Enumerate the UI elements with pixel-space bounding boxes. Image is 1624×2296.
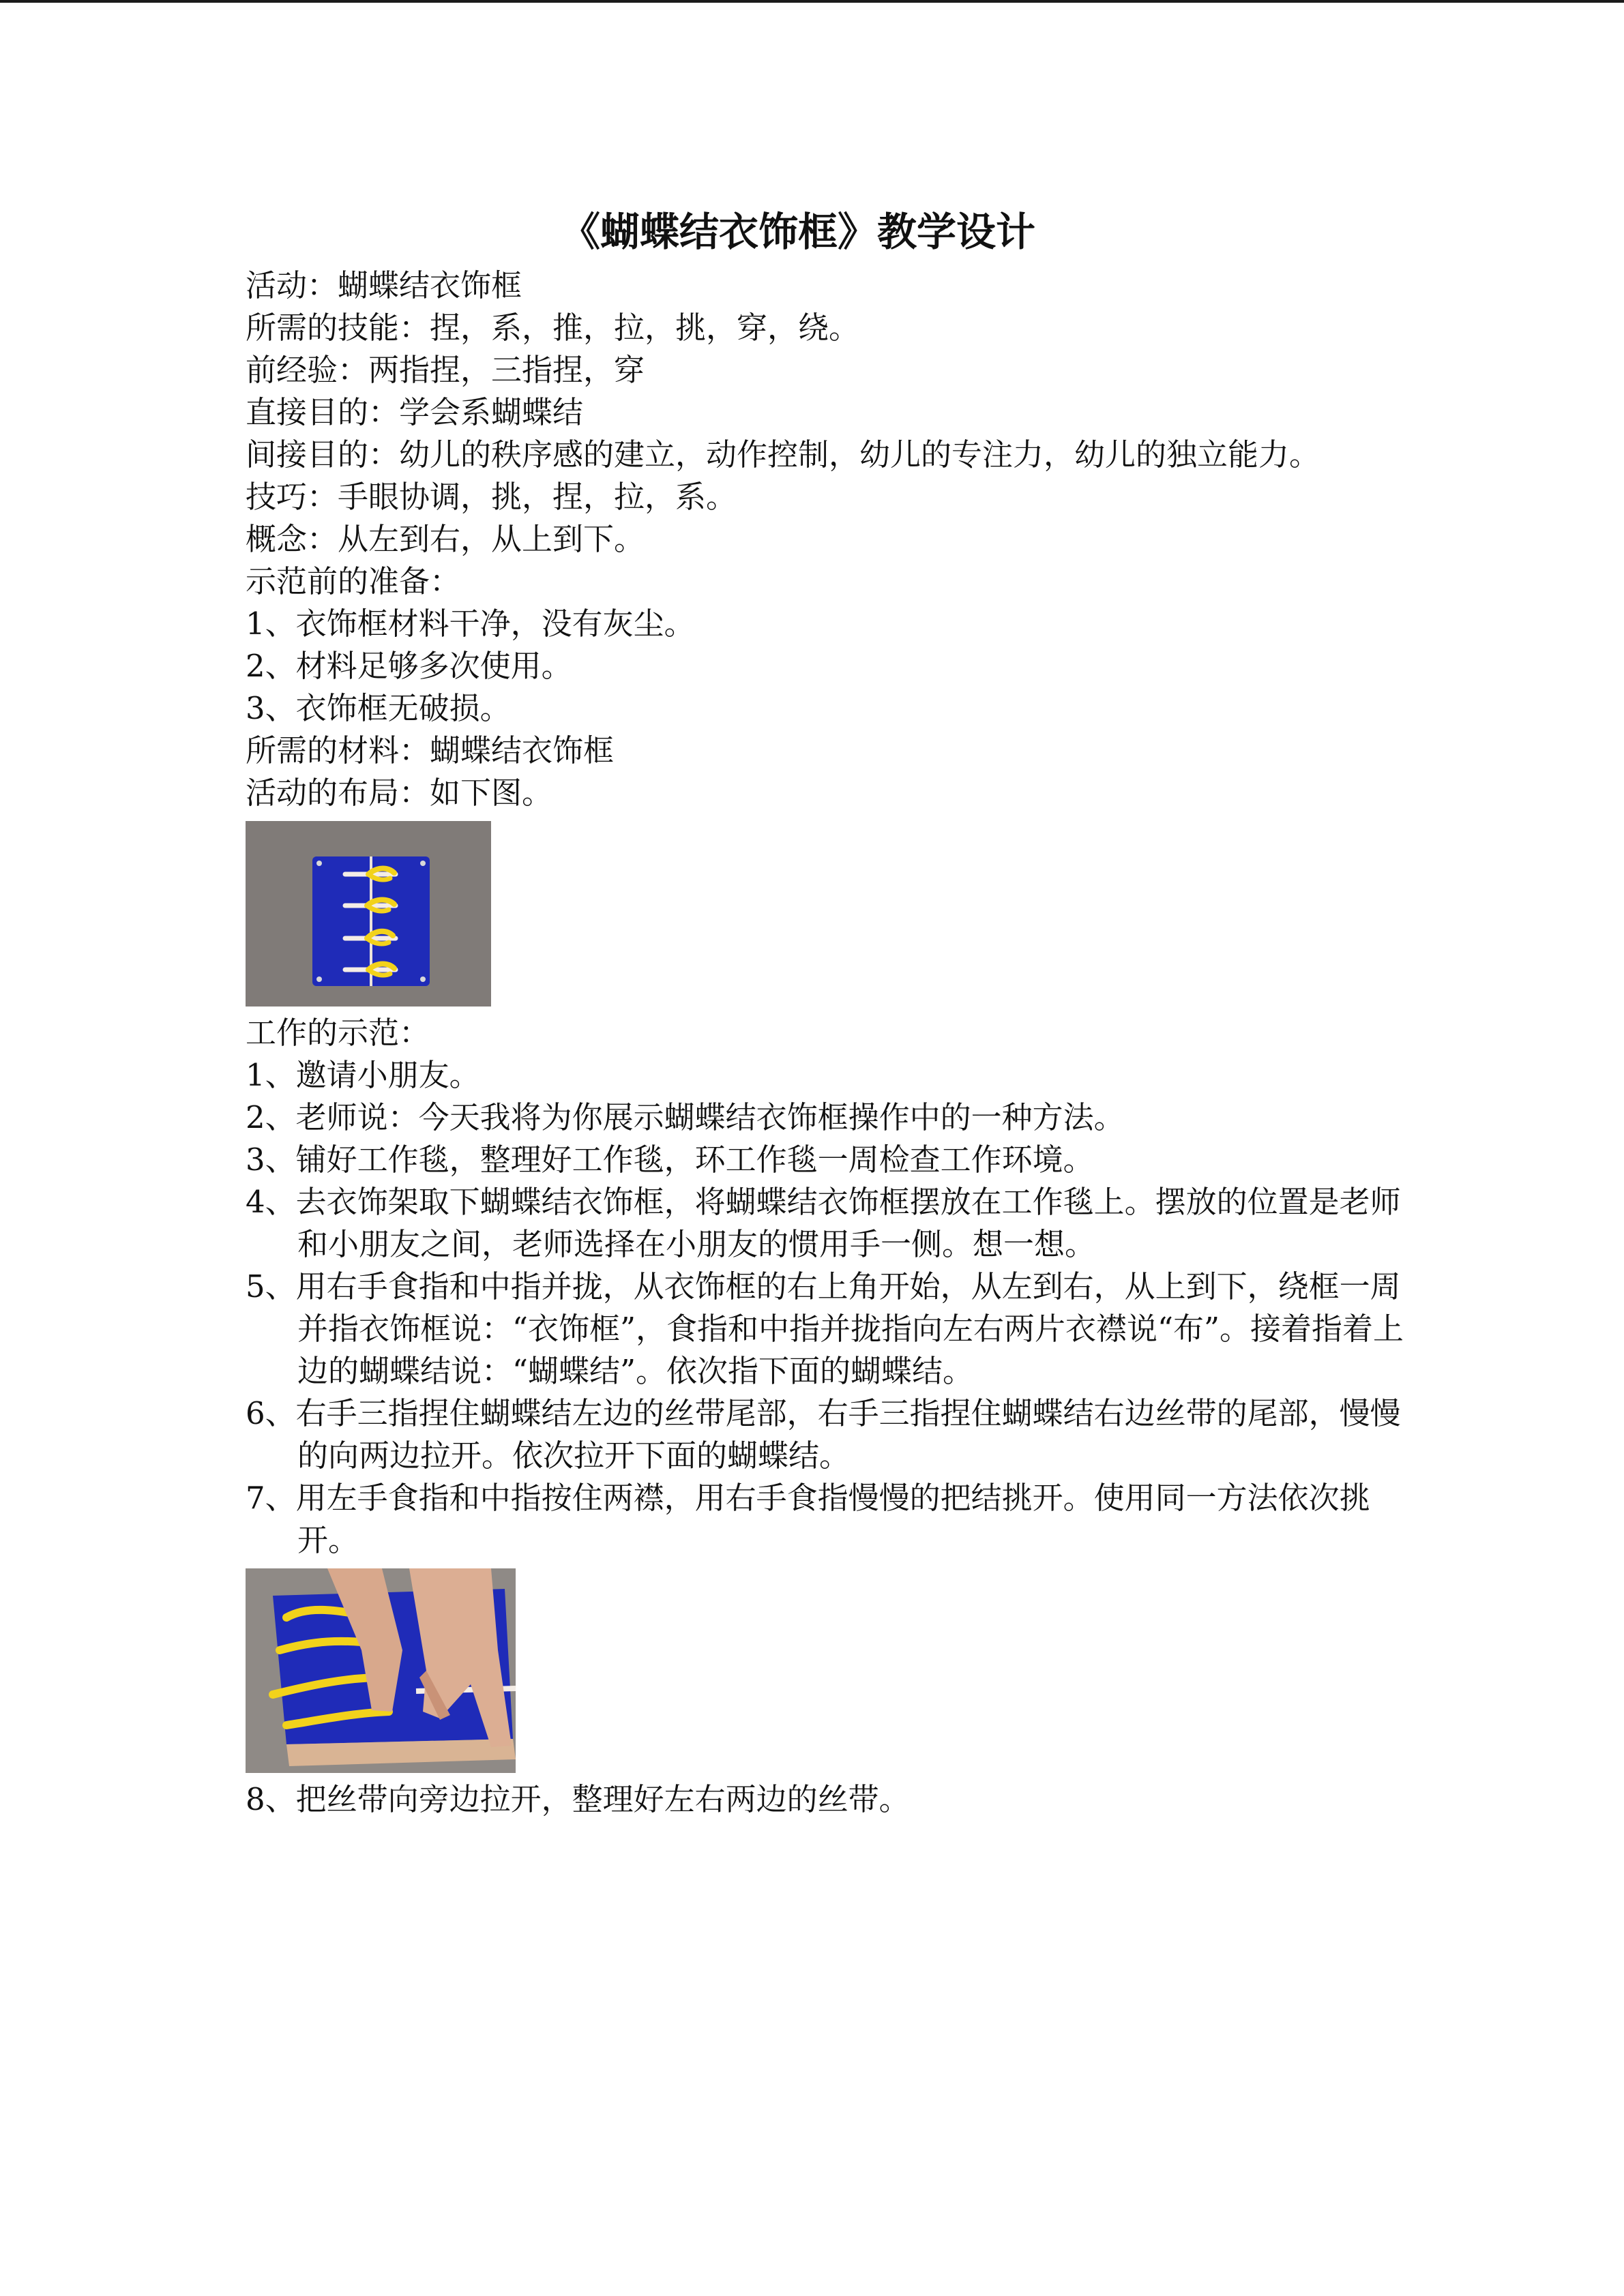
demo-step-6: 6、右手三指捏住蝴蝶结左边的丝带尾部，右手三指捏住蝴蝶结右边丝带的尾部，慢慢的向两边拉开。依次拉开下面的蝴蝶结。 <box>246 1395 1401 1474</box>
demo-step-1: 1、邀请小朋友。 <box>246 1057 480 1093</box>
preparation-item-2: 2、材料足够多次使用。 <box>246 648 572 684</box>
indirect-purpose-line: 间接目的：幼儿的秩序感的建立，动作控制，幼儿的专注力，幼儿的独立能力。 <box>246 436 1320 473</box>
page-top-border <box>0 0 1624 3</box>
prior-experience-line: 前经验：两指捏，三指捏，穿 <box>246 352 645 388</box>
dressing-frame-illustration <box>246 821 491 1007</box>
document-title: 《蝴蝶结衣饰框》教学设计 <box>560 209 1035 255</box>
untying-demo-illustration <box>246 1568 516 1773</box>
layout-line: 活动的布局：如下图。 <box>246 775 553 811</box>
demo-step-4: 4、去衣饰架取下蝴蝶结衣饰框，将蝴蝶结衣饰框摆放在工作毯上。摆放的位置是老师和小朋友之间，老师选择在小朋友的惯用手一侧。想一想。 <box>246 1184 1401 1262</box>
untying-demo-photo <box>246 1568 516 1773</box>
document-page <box>246 205 1404 1821</box>
demo-step-8: 8、把丝带向旁边拉开，整理好左右两边的丝带。 <box>246 1781 910 1817</box>
materials-line: 所需的材料：蝴蝶结衣饰框 <box>246 732 615 769</box>
demo-step-5: 5、用右手食指和中指并拢，从衣饰框的右上角开始，从左到右，从上到下，绕框一周并指衣饰框说：“衣饰框”，食指和中指并拢指向左右两片衣襟说“布”。接着指着上边的蝴蝶结说：“蝴蝶结”。依次指下面的蝴蝶结。 <box>246 1268 1404 1389</box>
direct-purpose-line: 直接目的：学会系蝴蝶结 <box>246 394 584 430</box>
preparation-item-3: 3、衣饰框无破损。 <box>246 690 511 726</box>
demo-step-3: 3、铺好工作毯，整理好工作毯，环工作毯一周检查工作环境。 <box>246 1142 1094 1178</box>
preparation-heading: 示范前的准备： <box>246 563 461 599</box>
demo-heading: 工作的示范： <box>246 1015 430 1051</box>
demo-step-7: 7、用左手食指和中指按住两襟，用右手食指慢慢的把结挑开。使用同一方法依次挑开。 <box>246 1480 1370 1558</box>
concept-line: 概念：从左到右，从上到下。 <box>246 521 645 557</box>
preparation-item-1: 1、衣饰框材料干净，没有灰尘。 <box>246 606 695 642</box>
skills-line: 所需的技能：捏，系，推，拉，挑，穿，绕。 <box>246 310 860 346</box>
technique-line: 技巧：手眼协调，挑，捏，拉，系。 <box>246 479 737 515</box>
demo-step-2: 2、老师说：今天我将为你展示蝴蝶结衣饰框操作中的一种方法。 <box>246 1099 1125 1135</box>
dressing-frame-photo <box>246 821 491 1007</box>
activity-line: 活动：蝴蝶结衣饰框 <box>246 267 522 303</box>
